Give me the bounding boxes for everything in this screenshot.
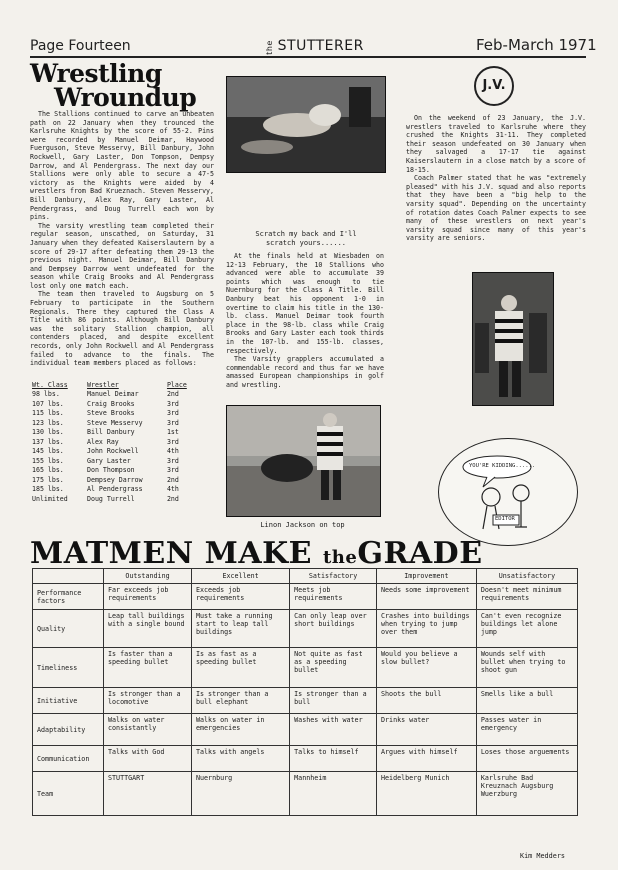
editor-cartoon-image (439, 439, 577, 545)
grade-row (33, 714, 578, 746)
results-place: 4th (166, 485, 179, 494)
grade-header: Satisfactory (290, 569, 377, 584)
grade-header: Improvement (377, 569, 477, 584)
issue-date: Feb-March 1971 (476, 36, 597, 54)
grade-cell: Talks with God (104, 746, 192, 772)
middle-article (226, 252, 384, 390)
results-wrestler: Don Thompson (87, 466, 135, 475)
grade-cell: Argues with himself (377, 746, 477, 772)
results-table (28, 380, 198, 504)
results-weight-class: 130 lbs. (32, 428, 64, 437)
grade-cell: Needs some improvement (377, 584, 477, 610)
grade-cell: Exceeds job requirements (191, 584, 289, 610)
results-weight-class: 155 lbs. (32, 456, 64, 465)
grade-cell: Passes water in emergency (476, 714, 577, 746)
jv-article (406, 114, 586, 243)
grade-cell: STUTTGART (104, 772, 192, 816)
grade-title (30, 536, 483, 571)
grade-cell: Is stronger than a bull (290, 688, 377, 714)
grade-row-label: Quality (33, 610, 104, 648)
grade-row (33, 746, 578, 772)
results-header: Wrestler (87, 380, 119, 389)
grade-header-row (33, 569, 578, 584)
results-wrestler: Steve Brooks (87, 409, 135, 418)
grade-cell: Wounds self with bullet when trying to shoot gun (476, 648, 577, 688)
results-wrestler: Alex Ray (87, 437, 119, 446)
grade-header: Unsatisfactory (476, 569, 577, 584)
grade-cell: Smells like a bull (476, 688, 577, 714)
photo-1-caption: Scratch my back and I'll scratch yours...... (255, 230, 357, 247)
results-weight-class: 137 lbs. (32, 437, 64, 446)
grade-cell: Can't even recognize buildings let alone jump (476, 610, 577, 648)
results-place: 2nd (166, 390, 179, 399)
wrestling-photo-3 (472, 272, 554, 406)
results-row (28, 456, 198, 466)
grade-row-label: Timeliness (33, 648, 104, 688)
results-place: 3rd (166, 456, 179, 465)
results-row (28, 399, 198, 409)
jv-badge (474, 66, 514, 106)
results-header: Place (166, 380, 187, 389)
grade-cell: Leap tall buildings with a single bound (104, 610, 192, 648)
grade-row (33, 648, 578, 688)
grade-cell: Can only leap over short buildings (290, 610, 377, 648)
results-weight-class: 98 lbs. (32, 390, 60, 399)
grade-cell: Far exceeds job requirements (104, 584, 192, 610)
article-paragraph: The varsity wrestling team completed their regular season, unscathed, on Saturday, 31 January when they defeated Kaiserslautern by a score of 29-17 after defeating them 29-13 the previous night. Manuel Deimar, Bill Danbury and Dempsey Darrow went undefeated for the season while Craig Brooks and Al Pendergrass lost only one match each. (30, 221, 214, 290)
results-weight-class: 175 lbs. (32, 475, 64, 484)
results-header: Wt. Class (32, 380, 68, 389)
grade-cell: Karlsruhe Bad Kreuznach Augsburg Wuerzburg (476, 772, 577, 816)
article-paragraph: At the finals held at Wiesbaden on 12-13 February, the 10 Stallions who advanced were able to accumulate 39 points which was enough to tie Nuernburg for the Class A Title. Bill Danbury beat his opponent 1-0 in overtime to claim his title in the 130-lb. class. Manuel Deimar took fourth place in the 98-lb. class while Craig Brooks and Gary Laster each took thirds in the 107-lb. and 155-lb. classes, respectively. (226, 252, 384, 355)
headline (30, 59, 197, 112)
results-wrestler: Craig Brooks (87, 399, 135, 408)
results-row (28, 485, 198, 495)
results-wrestler: Doug Turrell (87, 494, 135, 503)
masthead-title: STUTTERER (277, 38, 364, 54)
results-row (28, 475, 198, 485)
grade-cell: Walks on water in emergencies (191, 714, 289, 746)
cartoon-sign: EDITOR (495, 516, 515, 522)
header-rule (30, 56, 586, 58)
page-number: Page Fourteen (30, 38, 131, 54)
grade-title-part-b: GRADE (357, 536, 483, 571)
results-weight-class: 107 lbs. (32, 399, 64, 408)
left-article (30, 110, 214, 368)
grade-cell: Walks on water consistantly (104, 714, 192, 746)
results-row (28, 447, 198, 457)
cartoon-speech: YOU'RE KIDDING...... (469, 463, 536, 469)
grade-cell: Heidelberg Munich (377, 772, 477, 816)
wrestling-photo-3-image (473, 273, 553, 405)
wrestling-photo-2-image (227, 406, 380, 516)
results-place: 2nd (166, 494, 179, 503)
results-place: 3rd (166, 466, 179, 475)
grade-cell: Is stronger than a locomotive (104, 688, 192, 714)
results-row (28, 390, 198, 400)
results-wrestler: Dempsey Darrow (87, 475, 143, 484)
results-row (28, 428, 198, 438)
grade-cell: Shoots the bull (377, 688, 477, 714)
results-wrestler: Steve Messervy (87, 418, 143, 427)
grade-cell: Meets job requirements (290, 584, 377, 610)
grade-cell: Is faster than a speeding bullet (104, 648, 192, 688)
grade-row (33, 610, 578, 648)
wrestling-photo-1-image (227, 77, 385, 172)
grade-cell: Is stronger than a bull elephant (191, 688, 289, 714)
article-paragraph: The Varsity grapplers accumulated a commendable record and thus far we have amassed European championships in golf and wrestling. (226, 355, 384, 389)
grade-table (32, 568, 578, 816)
results-place: 2nd (166, 475, 179, 484)
editor-cartoon (438, 438, 578, 546)
grade-row (33, 584, 578, 610)
results-wrestler: Manuel Deimar (87, 390, 139, 399)
grade-cell: Loses those arguements (476, 746, 577, 772)
results-place: 3rd (166, 409, 179, 418)
results-place: 3rd (166, 418, 179, 427)
grade-row (33, 772, 578, 816)
results-row (28, 466, 198, 476)
grade-row-label: Communication (33, 746, 104, 772)
results-row (28, 409, 198, 419)
grade-cell: Talks with angels (191, 746, 289, 772)
headline-line1: Wrestling (30, 59, 162, 88)
grade-header: Excellent (191, 569, 289, 584)
grade-row-label: Team (33, 772, 104, 816)
grade-cell: Talks to himself (290, 746, 377, 772)
results-weight-class: 165 lbs. (32, 466, 64, 475)
grade-row-label: Initiative (33, 688, 104, 714)
results-place: 3rd (166, 437, 179, 446)
photo-2-caption: Linon Jackson on top (260, 521, 345, 529)
article-paragraph: On the weekend of 23 January, the J.V. wrestlers traveled to Karlsruhe where they crushed the Knights 31-11. They completed their season undefeated on 30 January when they salvaged a 17-17 tie against Kaiserslautern in a close match by a score of 18-15. (406, 114, 586, 174)
jv-badge-label: J.V. (482, 78, 506, 93)
grade-row (33, 688, 578, 714)
grade-cell: Not quite as fast as a speeding bullet (290, 648, 377, 688)
grade-cell: Doesn't meet minimum requirements (476, 584, 577, 610)
results-wrestler: Bill Danbury (87, 428, 135, 437)
grade-cell: Crashes into buildings when trying to jump over them (377, 610, 477, 648)
grade-cell: Is as fast as a speeding bullet (191, 648, 289, 688)
article-paragraph: The Stallions continued to carve an unbeaten path on 22 January when they trounced the Karlsruhe Knights by the score of 55-2. Pins were recorded by Manuel Deimar, Haywood Fuerguson, Steve Messervy, Bill Danbury, John Rockwell, Gary Laster, Don Tompson, Dempsy Darrow, and Al Pendergrass. The next day our Stallions were only able to secure a 47-5 victory as the Knights were aided by 4 wrestlers from Bad Krueznach. Steven Messervy, Bill Danbury, Alex Ray, Gary Laster, Al Pendergrass, and Doug Turrell each won by pins. (30, 110, 214, 222)
results-wrestler: John Rockwell (87, 447, 139, 456)
headline-line2: Wroundup (54, 83, 197, 112)
results-weight-class: Unlimited (32, 494, 68, 503)
wrestling-photo-2 (226, 405, 381, 517)
results-header-row (28, 380, 198, 390)
results-weight-class: 115 lbs. (32, 409, 64, 418)
grade-title-the: the (322, 547, 358, 568)
grade-cell: Would you believe a slow bullet? (377, 648, 477, 688)
grade-header: Outstanding (104, 569, 192, 584)
results-wrestler: Gary Laster (87, 456, 131, 465)
article-paragraph: The team then traveled to Augsburg on 5 February to participate in the Southern Regionals. There they captured the Class A Title with 86 points. Although Bill Danbury was the solitary Stallion champion, all contenders placed, and despite excellent records, only John Rockwell and Al Pendergrass failed to advance to the finals. The individual team members placed as follows: (30, 290, 214, 368)
grade-cell: Mannheim (290, 772, 377, 816)
results-weight-class: 185 lbs. (32, 485, 64, 494)
grade-credit: Kim Medders (520, 852, 566, 860)
wrestling-photo-1 (226, 76, 386, 173)
results-row (28, 494, 198, 504)
masthead (262, 38, 364, 54)
article-paragraph: Coach Palmer stated that he was "extremely pleased" with his J.V. squad and also reports that they have been a "big help to the varsity squad". Depending on the uncertainty of rotation dates Coach Palmer expects to see many of these wrestlers on next year's varsity squad since many of this year's varsity are seniors. (406, 174, 586, 243)
results-wrestler: Al Pendergrass (87, 485, 143, 494)
results-weight-class: 123 lbs. (32, 418, 64, 427)
grade-row-label: Adaptability (33, 714, 104, 746)
grade-cell: Drinks water (377, 714, 477, 746)
grade-cell: Must take a running start to leap tall buildings (191, 610, 289, 648)
results-place: 4th (166, 447, 179, 456)
grade-row-label: Performance factors (33, 584, 104, 610)
grade-cell: Washes with water (290, 714, 377, 746)
grade-header-corner (33, 569, 104, 584)
results-row (28, 418, 198, 428)
results-weight-class: 145 lbs. (32, 447, 64, 456)
grade-cell: Nuernburg (191, 772, 289, 816)
grade-title-part-a: MATMEN MAKE (30, 536, 323, 571)
results-place: 3rd (166, 399, 179, 408)
results-place: 1st (166, 428, 179, 437)
masthead-the: the (264, 40, 274, 55)
results-row (28, 437, 198, 447)
